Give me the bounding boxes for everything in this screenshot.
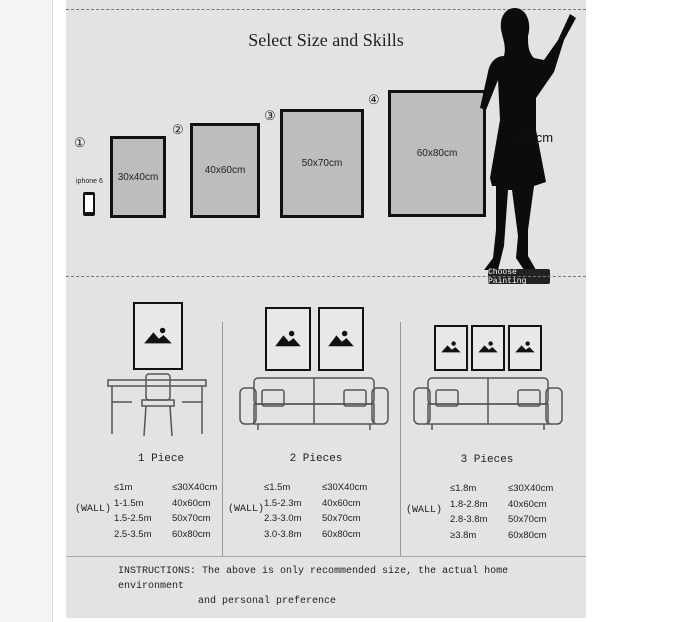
wall-width: ≥3.8m xyxy=(450,529,477,541)
middle-dashed-line xyxy=(66,276,586,277)
mountain-picture-icon xyxy=(135,304,181,368)
option3-frame-right xyxy=(508,325,542,371)
option1-frame xyxy=(133,302,183,370)
size-number-1: ① xyxy=(74,135,86,150)
table-row xyxy=(114,511,217,527)
painting-size: 50x70cm xyxy=(322,513,361,524)
wall-width: ≤1m xyxy=(114,482,133,493)
wall-width: 1.5-2.5m xyxy=(114,513,152,524)
desk-chair-icon xyxy=(106,372,216,442)
mountain-picture-icon xyxy=(510,327,540,369)
wall-width: 1.5-2.3m xyxy=(264,497,302,509)
painting-size: 50x70cm xyxy=(172,513,211,524)
page-title: Select Size and Skills xyxy=(248,30,404,50)
frame-size-3-label: 50x70cm xyxy=(301,158,343,169)
option1-wall-label: (WALL) xyxy=(75,504,112,515)
instructions-line-1 xyxy=(118,564,558,594)
frame-size-1-label: 30x40cm xyxy=(117,171,159,183)
option2-size-table xyxy=(264,480,367,542)
wall-width: 3.0-3.8m xyxy=(264,528,302,540)
wall-width: ≤1.8m xyxy=(450,483,477,494)
column-divider-2 xyxy=(400,322,401,556)
instructions-label: INSTRUCTIONS: xyxy=(118,566,197,577)
painting-size: 60x80cm xyxy=(172,528,211,540)
option2-title: 2 Pieces xyxy=(289,453,343,465)
painting-size: 40x60cm xyxy=(172,497,211,509)
wall-width: ≤1.5m xyxy=(264,482,291,493)
sofa-icon xyxy=(238,374,390,434)
instructions-text: The above is only recommended size, the actual home environment xyxy=(118,566,509,592)
table-row xyxy=(450,497,553,513)
mountain-picture-icon xyxy=(436,327,466,369)
option3-frame-middle xyxy=(471,325,505,371)
wall-width: 2.8-3.8m xyxy=(450,514,488,525)
column-divider-1 xyxy=(222,322,223,556)
table-row xyxy=(114,480,217,496)
table-row xyxy=(264,496,367,512)
wall-width: 1-1.5m xyxy=(114,497,144,509)
frame-size-2-label: 40x60cm xyxy=(204,165,246,176)
choose-painting-button[interactable]: Choose Painting xyxy=(488,269,550,284)
painting-size: ≤30X40cm xyxy=(322,482,368,493)
woman-silhouette-icon xyxy=(66,0,586,290)
table-row xyxy=(450,512,553,528)
left-panel xyxy=(0,0,53,622)
size-number-2: ② xyxy=(172,122,184,137)
table-row xyxy=(114,496,217,512)
table-row xyxy=(114,527,217,543)
instructions xyxy=(118,564,558,609)
instructions-text-2: and personal preference xyxy=(198,596,337,607)
mountain-picture-icon xyxy=(473,327,503,369)
frame-size-4-label: 60x80cm xyxy=(416,148,458,159)
option1-size-table xyxy=(114,480,217,542)
mountain-picture-icon xyxy=(320,309,362,369)
option3-wall-label: (WALL) xyxy=(406,505,443,516)
sofa-icon xyxy=(412,374,564,434)
wall-width: 1.8-2.8m xyxy=(450,498,488,510)
option2-wall-label: (WALL) xyxy=(228,504,265,515)
table-row xyxy=(264,511,367,527)
wall-width: 2.5-3.5m xyxy=(114,528,152,540)
size-number-4: ④ xyxy=(368,92,380,107)
option3-frame-left xyxy=(434,325,468,371)
size-number-3: ③ xyxy=(264,108,276,123)
table-row xyxy=(264,527,367,543)
option1-title: 1 Piece xyxy=(137,453,185,465)
painting-size: 40x60cm xyxy=(322,497,361,509)
phone-label: iphone 6 xyxy=(76,178,103,185)
painting-size: ≤30X40cm xyxy=(508,483,554,494)
option2-frame-left xyxy=(265,307,311,371)
painting-size: 60x80cm xyxy=(508,529,547,541)
option3-size-table xyxy=(450,481,553,543)
mountain-picture-icon xyxy=(267,309,309,369)
table-row xyxy=(450,528,553,544)
option3-title: 3 Pieces xyxy=(460,454,514,466)
option2-frame-right xyxy=(318,307,364,371)
table-row xyxy=(450,481,553,497)
instructions-divider xyxy=(66,556,586,557)
painting-size: 60x80cm xyxy=(322,528,361,540)
painting-size: 40x60cm xyxy=(508,498,547,510)
table-row xyxy=(264,480,367,496)
person-height-label: 170cm xyxy=(514,130,554,145)
painting-size: ≤30X40cm xyxy=(172,482,218,493)
painting-size: 50x70cm xyxy=(508,514,547,525)
size-guide-image xyxy=(66,0,586,618)
wall-width: 2.3-3.0m xyxy=(264,513,302,524)
